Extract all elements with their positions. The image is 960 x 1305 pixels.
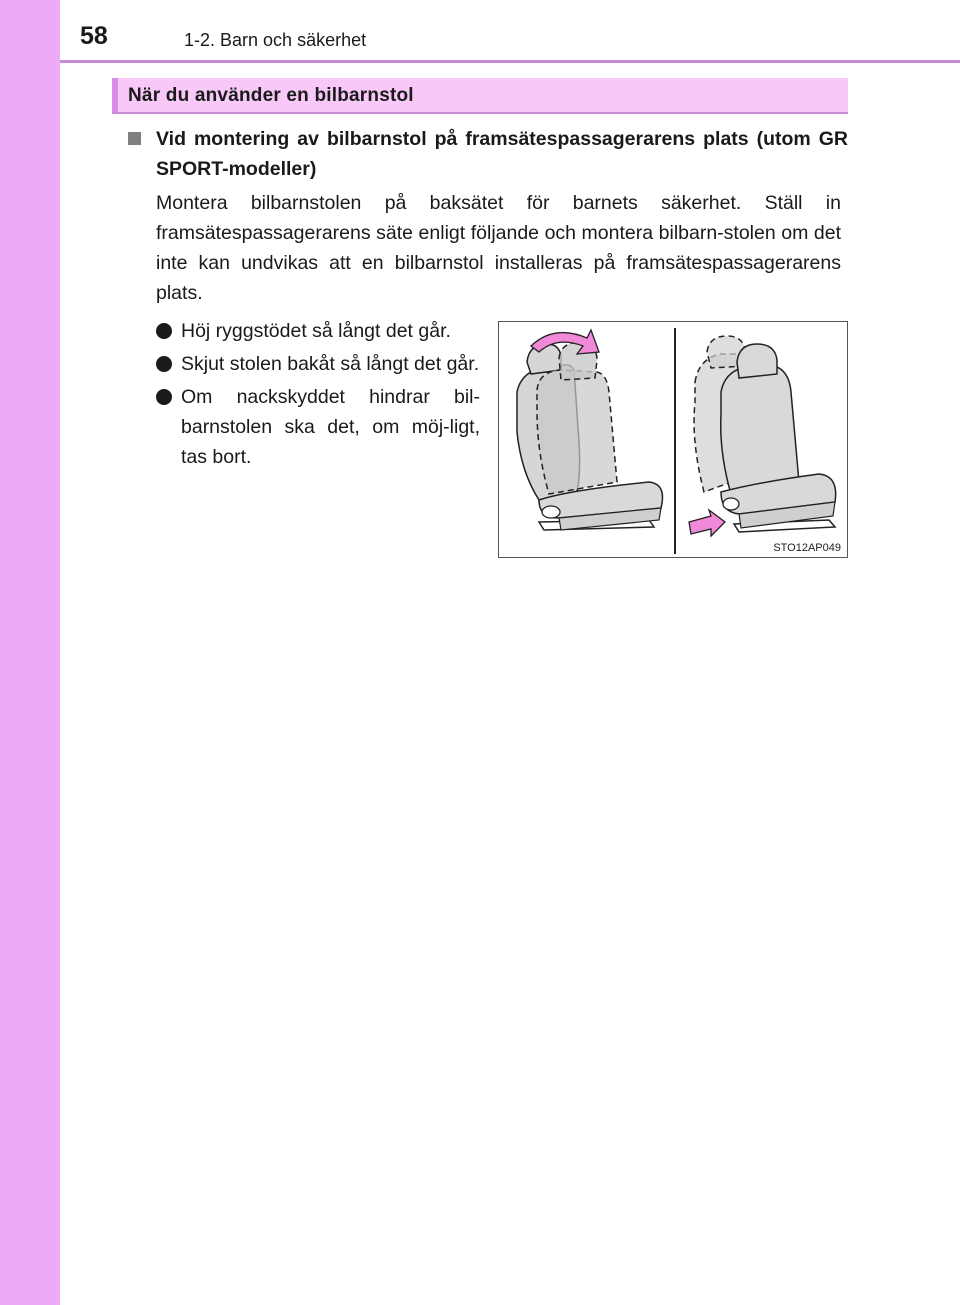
page-number: 58: [80, 22, 108, 50]
section-accent-bar: [112, 78, 118, 112]
list-item-text: Skjut stolen bakåt så långt det går.: [181, 353, 480, 375]
illustration-code: STO12AP049: [773, 542, 841, 554]
bullet-list: [156, 316, 480, 475]
list-item-text: Om nackskyddet hindrar bil-barnstolen ska det, om möj-ligt, tas bort.: [181, 386, 480, 468]
list-item: [156, 316, 480, 346]
list-item: [156, 382, 480, 472]
chapter-title: 1-2. Barn och säkerhet: [184, 30, 367, 50]
header-rule: [60, 60, 960, 63]
subheading-text: Vid montering av bilbarnstol på framsätespassagerarens plats (utom GR SPORT-modeller): [156, 128, 848, 180]
bullet-dot-icon: [156, 323, 172, 339]
bullet-dot-icon: [156, 356, 172, 372]
seat-moved-back-icon: [689, 336, 836, 536]
seat-illustration-svg: [499, 322, 847, 557]
bullet-dot-icon: [156, 389, 172, 405]
subheading: [128, 124, 848, 184]
side-color-band: [0, 0, 60, 1305]
seat-reclined-icon: [517, 330, 663, 530]
list-item: [156, 349, 480, 379]
section-title: När du använder en bilbarnstol: [128, 85, 414, 106]
section-header: [112, 78, 848, 114]
seat-adjustment-illustration: [498, 321, 848, 558]
list-item-text: Höj ryggstödet så långt det går.: [181, 320, 451, 342]
square-bullet-icon: [128, 132, 141, 145]
body-paragraph: Montera bilbarnstolen på baksätet för barnets säkerhet. Ställ in framsätespassagerarens säte enligt följande och montera bilbarn-stolen om det inte kan undvikas att en bilbarnstol installeras på framsätespassagerarens plats.: [156, 192, 841, 304]
